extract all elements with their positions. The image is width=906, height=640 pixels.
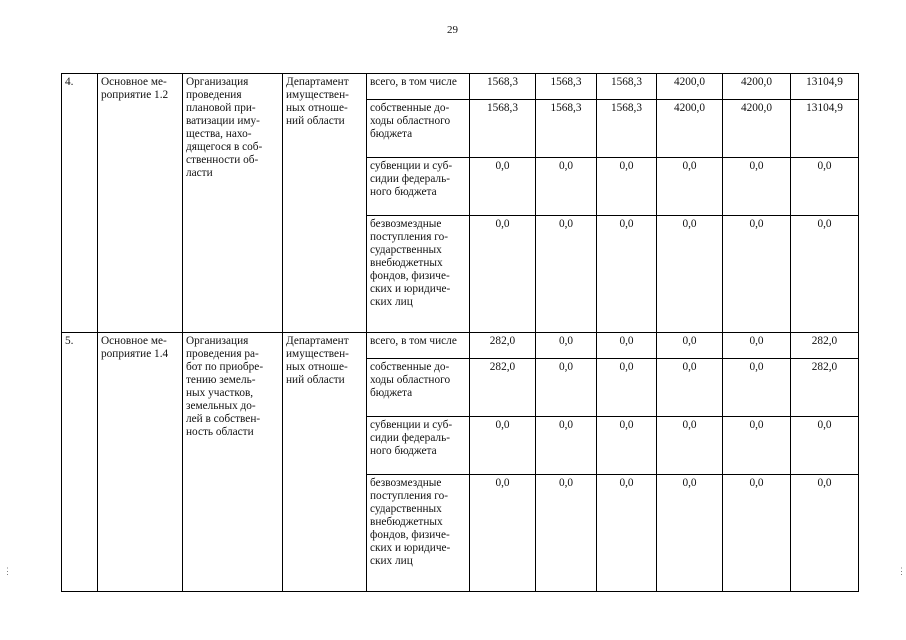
amount-cell: 0,0 <box>657 158 723 216</box>
amount-cell: 0,0 <box>657 359 723 417</box>
budget-table <box>61 73 859 592</box>
amount-cell: 0,0 <box>657 216 723 333</box>
event-description-cell: Организация проведения ра- бот по приобре- тению земель- ных участков, земельных до- лей в собствен- ность области <box>183 333 283 592</box>
amount-cell: 0,0 <box>536 158 597 216</box>
amount-cell: 0,0 <box>723 359 791 417</box>
amount-cell: 282,0 <box>470 359 536 417</box>
amount-cell: 0,0 <box>723 158 791 216</box>
amount-cell: 0,0 <box>536 333 597 359</box>
executor-cell: Департамент имуществен- ных отноше- ний области <box>283 333 367 592</box>
amount-cell: 1568,3 <box>536 100 597 158</box>
amount-cell: 0,0 <box>657 475 723 592</box>
row-number-cell: 4. <box>62 74 98 333</box>
funding-source-cell: собственные до- ходы областного бюджета <box>367 359 470 417</box>
amount-cell: 0,0 <box>470 158 536 216</box>
amount-cell: 0,0 <box>470 216 536 333</box>
funding-source-cell: всего, в том числе <box>367 74 470 100</box>
amount-cell: 282,0 <box>470 333 536 359</box>
amount-cell: 0,0 <box>657 417 723 475</box>
amount-cell: 13104,9 <box>791 100 859 158</box>
amount-cell: 1568,3 <box>470 74 536 100</box>
amount-cell: 13104,9 <box>791 74 859 100</box>
event-name-cell: Основное ме- роприятие 1.4 <box>98 333 183 592</box>
event-name-cell: Основное ме- роприятие 1.2 <box>98 74 183 333</box>
table-row <box>62 333 859 359</box>
amount-cell: 1568,3 <box>470 100 536 158</box>
funding-source-cell: субвенции и суб- сидии федераль- ного бюджета <box>367 417 470 475</box>
executor-cell: Департамент имуществен- ных отноше- ний области <box>283 74 367 333</box>
funding-source-cell: всего, в том числе <box>367 333 470 359</box>
funding-source-cell: субвенции и суб- сидии федераль- ного бюджета <box>367 158 470 216</box>
amount-cell: 1568,3 <box>597 74 657 100</box>
amount-cell: 1568,3 <box>597 100 657 158</box>
amount-cell: 0,0 <box>597 333 657 359</box>
amount-cell: 0,0 <box>597 158 657 216</box>
amount-cell: 0,0 <box>597 359 657 417</box>
funding-source-cell: собственные до- ходы областного бюджета <box>367 100 470 158</box>
amount-cell: 0,0 <box>723 333 791 359</box>
amount-cell: 4200,0 <box>723 74 791 100</box>
amount-cell: 0,0 <box>536 475 597 592</box>
amount-cell: 0,0 <box>597 417 657 475</box>
table-row <box>62 74 859 100</box>
funding-source-cell: безвозмездные поступления го- сударственных внебюджетных фондов, физиче- ских и юридиче- ских лиц <box>367 216 470 333</box>
scan-edge-mark: ⋮ <box>897 566 906 576</box>
amount-cell: 0,0 <box>791 417 859 475</box>
amount-cell: 0,0 <box>470 475 536 592</box>
amount-cell: 4200,0 <box>657 74 723 100</box>
amount-cell: 0,0 <box>536 359 597 417</box>
amount-cell: 0,0 <box>791 158 859 216</box>
amount-cell: 0,0 <box>536 216 597 333</box>
amount-cell: 0,0 <box>791 216 859 333</box>
amount-cell: 0,0 <box>597 216 657 333</box>
amount-cell: 0,0 <box>657 333 723 359</box>
amount-cell: 0,0 <box>723 417 791 475</box>
amount-cell: 1568,3 <box>536 74 597 100</box>
amount-cell: 0,0 <box>536 417 597 475</box>
event-description-cell: Организация проведения плановой при- ватизации иму- щества, нахо- дящегося в соб- ственности об- ласти <box>183 74 283 333</box>
page-number: 29 <box>447 24 458 36</box>
amount-cell: 0,0 <box>597 475 657 592</box>
amount-cell: 282,0 <box>791 333 859 359</box>
scan-edge-mark: ⋮ <box>3 566 12 576</box>
amount-cell: 0,0 <box>791 475 859 592</box>
amount-cell: 4200,0 <box>657 100 723 158</box>
funding-source-cell: безвозмездные поступления го- сударственных внебюджетных фондов, физиче- ских и юридиче- ских лиц <box>367 475 470 592</box>
row-number-cell: 5. <box>62 333 98 592</box>
amount-cell: 0,0 <box>723 216 791 333</box>
amount-cell: 282,0 <box>791 359 859 417</box>
amount-cell: 0,0 <box>723 475 791 592</box>
amount-cell: 4200,0 <box>723 100 791 158</box>
amount-cell: 0,0 <box>470 417 536 475</box>
